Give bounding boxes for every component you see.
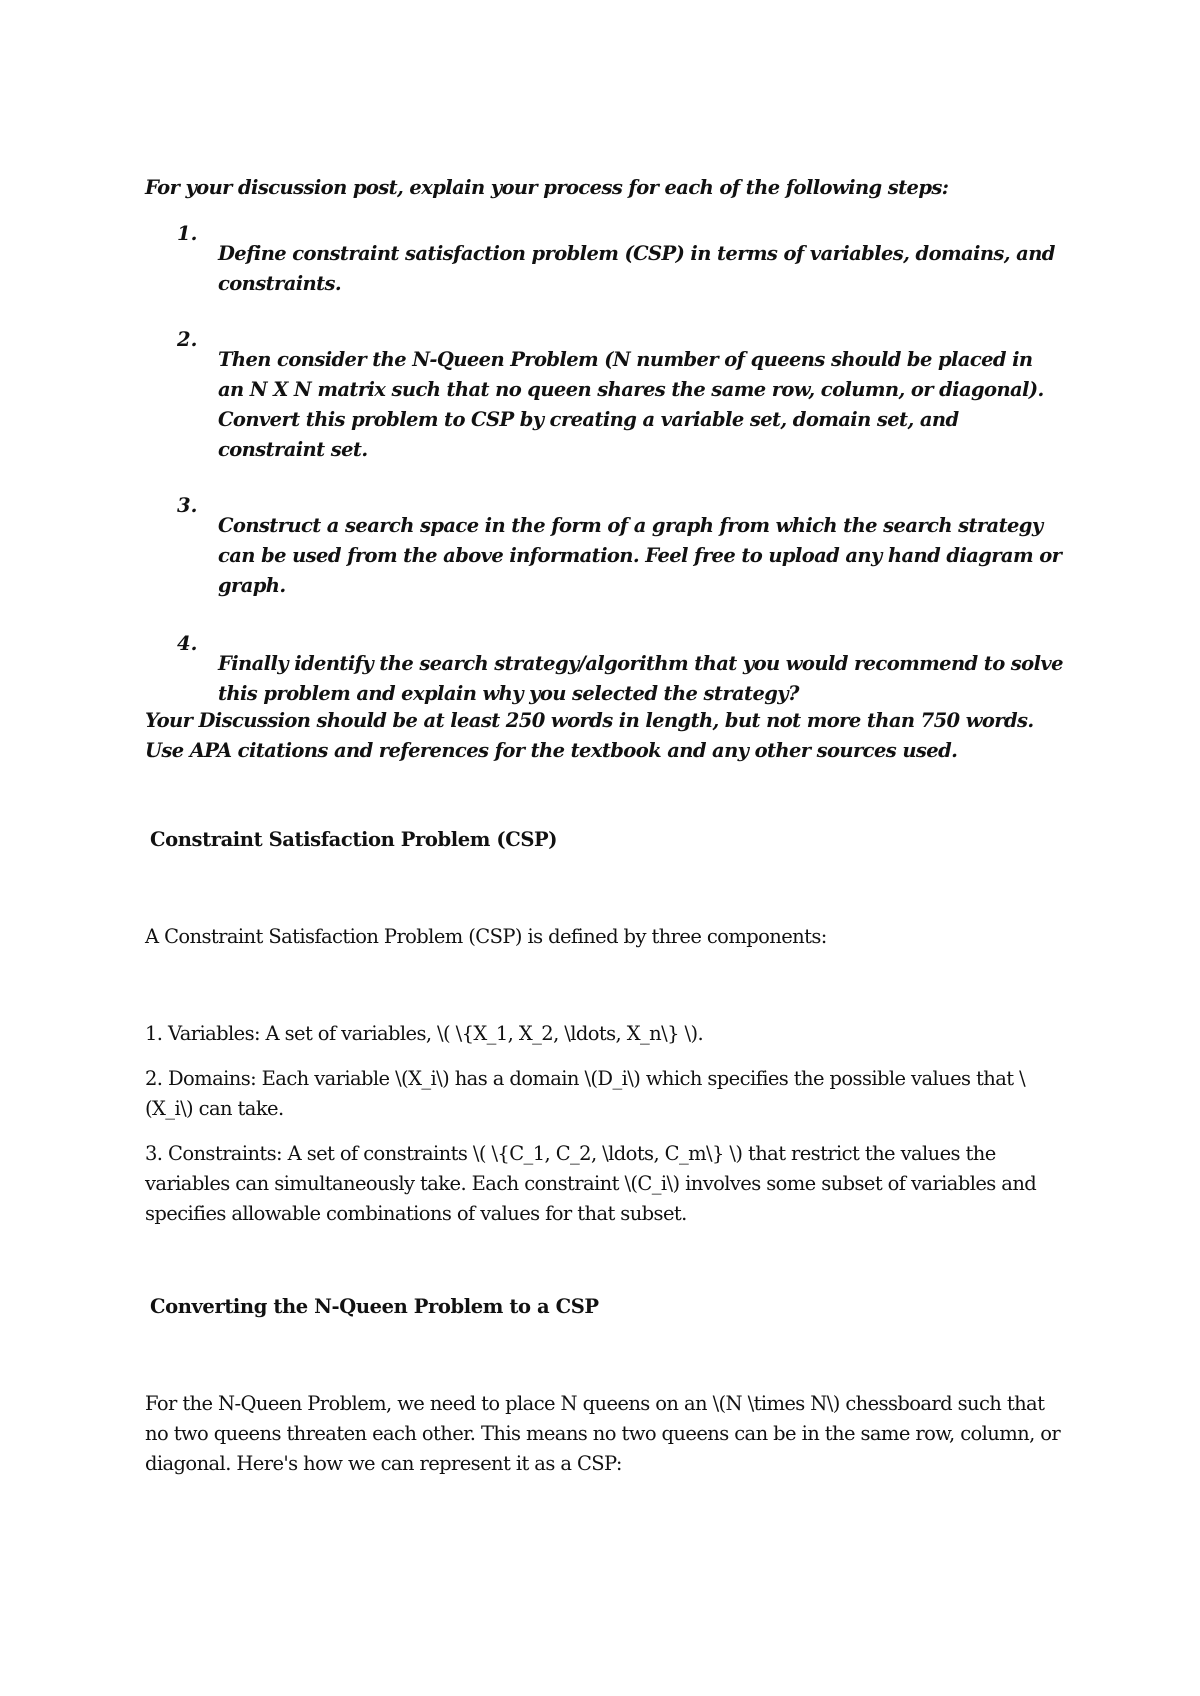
section-heading: Constraint Satisfaction Problem (CSP) xyxy=(150,828,558,851)
prompt-requirements: Your Discussion should be at least 250 words in length, but not more than 750 words. Use APA citations and references for the textbook and any other sources used. xyxy=(145,709,1034,762)
step-number: 4. xyxy=(177,632,198,655)
list-item: 3. Constraints: A set of constraints \( \{C_1, C_2, \ldots, C_m\} \) that restrict the values the variables can simultaneously take. Each constraint \(C_i\) involves some subset of variables and specifies allowable combinations of values for that subset. xyxy=(145,1142,1037,1225)
step-text: Construct a search space in the form of a graph from which the search strategy can be used from the above information. Feel free to upload any hand diagram or graph. xyxy=(218,513,1062,597)
step-text: Then consider the N-Queen Problem (N number of queens should be placed in an N X N matrix such that no queen shares the same row, column, or diagonal). Convert this problem to CSP by creating a variable set, domain set, and constraint set. xyxy=(218,347,1044,461)
step-text: Define constraint satisfaction problem (CSP) in terms of variables, domains, and constraints. xyxy=(218,241,1055,295)
step-number: 3. xyxy=(177,494,198,517)
step-number: 2. xyxy=(177,328,198,351)
step-text: Finally identify the search strategy/algorithm that you would recommend to solve this problem and explain why you selected the strategy? xyxy=(218,651,1063,705)
prompt-intro: For your discussion post, explain your process for each of the following steps: xyxy=(145,176,949,199)
section-heading: Converting the N-Queen Problem to a CSP xyxy=(150,1295,599,1318)
section-intro: A Constraint Satisfaction Problem (CSP) is defined by three components: xyxy=(145,925,827,948)
section-paragraph: For the N-Queen Problem, we need to place N queens on an \(N \times N\) chessboard such that no two queens threaten each other. This means no two queens can be in the same row, column, or diagonal. Here's how we can represent it as a CSP: xyxy=(145,1392,1061,1475)
step-number: 1. xyxy=(177,222,198,245)
list-item: 2. Domains: Each variable \(X_i\) has a domain \(D_i\) which specifies the possible values that \(X_i\) can take. xyxy=(145,1067,1026,1120)
list-item: 1. Variables: A set of variables, \( \{X_1, X_2, \ldots, X_n\} \). xyxy=(145,1022,704,1045)
